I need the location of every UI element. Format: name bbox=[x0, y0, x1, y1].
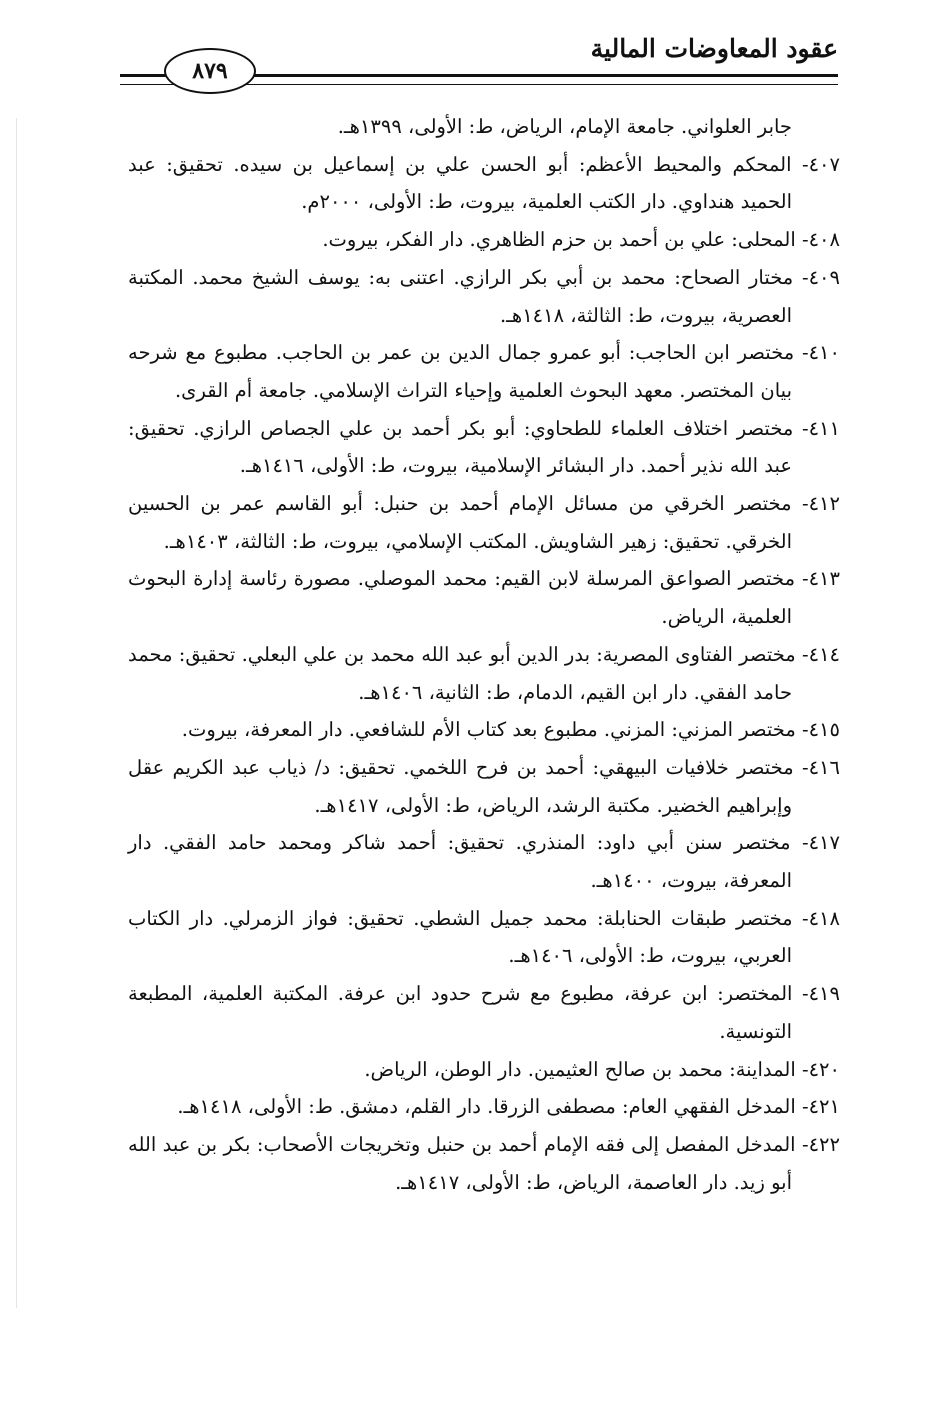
entry-text: مختصر الفتاوى المصرية: بدر الدين أبو عبد الله محمد بن علي البعلي. تحقيق: محمد حامد الفقي. دار ابن القيم، الدمام، ط: الثانية، ١٤٠٦هـ. bbox=[128, 642, 796, 704]
entry-number: ٤١٩ bbox=[808, 982, 840, 1006]
entry-number: ٤٠٩ bbox=[808, 265, 840, 289]
entry-number: ٤٢٠ bbox=[808, 1057, 840, 1081]
entry-number: ٤١٧ bbox=[808, 831, 840, 855]
entry-text: جابر العلواني. جامعة الإمام، الرياض، ط: الأولى، ١٣٩٩هـ. bbox=[337, 115, 792, 138]
entry-text: مختصر الخرقي من مسائل الإمام أحمد بن حنبل: أبو القاسم عمر بن الحسين الخرقي. تحقيق: زهير الشاويش. المكتب الإسلامي، بيروت، ط: الثالثة، ١٤٠٣هـ. bbox=[128, 492, 792, 553]
entry-text: المدخل الفقهي العام: مصطفى الزرقا. دار القلم، دمشق. ط: الأولى، ١٤١٨هـ. bbox=[177, 1095, 796, 1119]
entry-text: مختار الصحاح: محمد بن أبي بكر الرازي. اعتنى به: يوسف الشيخ محمد. المكتبة العصرية، بيروت، ط: الثالثة، ١٤١٨هـ. bbox=[128, 265, 794, 327]
bibliography-entry-413: ٤١٣- مختصر الصواعق المرسلة لابن القيم: محمد الموصلي. مصورة رئاسة إدارة البحوث العلمية، الرياض. bbox=[128, 567, 840, 629]
bibliography-entry-410: ٤١٠- مختصر ابن الحاجب: أبو عمرو جمال الدين بن عمر بن الحاجب. مطبوع مع شرحه بيان المختصر. معهد البحوث العلمية وإحياء التراث الإسلامي. جامعة أم القرى. bbox=[128, 341, 840, 402]
entry-number: ٤١٤ bbox=[808, 642, 841, 666]
entry-text: مختصر اختلاف العلماء للطحاوي: أبو بكر أحمد بن علي الجصاص الرازي. تحقيق: عبد الله نذير أحمد. دار البشائر الإسلامية، بيروت، ط: الأولى، ١٤١٦هـ. bbox=[128, 416, 794, 478]
entry-text: المداينة: محمد بن صالح العثيمين. دار الوطن، الرياض. bbox=[364, 1057, 796, 1081]
bibliography-entry-409: ٤٠٩- مختار الصحاح: محمد بن أبي بكر الرازي. اعتنى به: يوسف الشيخ محمد. المكتبة العصرية، بيروت، ط: الثالثة، ١٤١٨هـ. bbox=[128, 265, 840, 327]
bibliography-entry-419: ٤١٩- المختصر: ابن عرفة، مطبوع مع شرح حدود ابن عرفة. المكتبة العلمية، المطبعة التونسية. bbox=[128, 982, 840, 1043]
bibliography-entry-417: ٤١٧- مختصر سنن أبي داود: المنذري. تحقيق: أحمد شاكر ومحمد حامد الفقي. دار المعرفة، بيروت، ١٤٠٠هـ. bbox=[128, 831, 840, 893]
entry-text: مختصر سنن أبي داود: المنذري. تحقيق: أحمد شاكر ومحمد حامد الفقي. دار المعرفة، بيروت، ١٤٠٠هـ. bbox=[128, 831, 792, 893]
bibliography-entry-412: ٤١٢- مختصر الخرقي من مسائل الإمام أحمد بن حنبل: أبو القاسم عمر بن الحسين الخرقي. تحقيق: زهير الشاويش. المكتب الإسلامي، بيروت، ط: الثالثة، ١٤٠٣هـ. bbox=[128, 492, 840, 553]
bibliography-list bbox=[128, 108, 840, 1201]
entry-number: ٤١٣ bbox=[808, 567, 840, 591]
entry-text: المحكم والمحيط الأعظم: أبو الحسن علي بن إسماعيل بن سيده. تحقيق: عبد الحميد هنداوي. دار الكتب العلمية، بيروت، ط: الأولى، ٢٠٠٠م. bbox=[128, 152, 792, 214]
entry-text: مختصر المزني: المزني. مطبوع بعد كتاب الأم للشافعي. دار المعرفة، بيروت. bbox=[181, 718, 796, 742]
page-header bbox=[120, 30, 838, 90]
book-title: عقود المعاوضات المالية bbox=[590, 34, 838, 63]
entry-text: المدخل المفصل إلى فقه الإمام أحمد بن حنبل وتخريجات الأصحاب: بكر بن عبد الله أبو زيد. دار العاصمة، الرياض، ط: الأولى، ١٤١٧هـ. bbox=[128, 1132, 796, 1194]
entry-number: ٤٠٧ bbox=[808, 152, 840, 176]
entry-number: ٤١٢ bbox=[808, 492, 840, 516]
entry-number: ٤١١ bbox=[808, 416, 840, 440]
entry-text: المختصر: ابن عرفة، مطبوع مع شرح حدود ابن عرفة. المكتبة العلمية، المطبعة التونسية. bbox=[128, 982, 793, 1043]
entry-number: ٤٢٢ bbox=[808, 1132, 840, 1156]
bibliography-entry-407: ٤٠٧- المحكم والمحيط الأعظم: أبو الحسن علي بن إسماعيل بن سيده. تحقيق: عبد الحميد هنداوي. دار الكتب العلمية، بيروت، ط: الأولى، ٢٠٠٠م. bbox=[128, 152, 840, 214]
bibliography-entry-422: ٤٢٢- المدخل المفصل إلى فقه الإمام أحمد بن حنبل وتخريجات الأصحاب: بكر بن عبد الله أبو زيد. دار العاصمة، الرياض، ط: الأولى، ١٤١٧هـ. bbox=[128, 1132, 840, 1194]
entry-text: مختصر الصواعق المرسلة لابن القيم: محمد الموصلي. مصورة رئاسة إدارة البحوث العلمية، الرياض. bbox=[128, 567, 796, 629]
scan-edge-line bbox=[16, 118, 17, 1308]
bibliography-entry-416: ٤١٦- مختصر خلافيات البيهقي: أحمد بن فرح اللخمي. تحقيق: د/ ذياب عبد الكريم عقل وإبراهيم الخضير. مكتبة الرشد، الرياض، ط: الأولى، ١٤١٧هـ. bbox=[128, 755, 840, 817]
bibliography-entry-408: ٤٠٨- المحلى: علي بن أحمد بن حزم الظاهري. دار الفكر، بيروت. bbox=[322, 228, 840, 252]
bibliography-entry-continued bbox=[128, 108, 840, 146]
bibliography-entry-415: ٤١٥- مختصر المزني: المزني. مطبوع بعد كتاب الأم للشافعي. دار المعرفة، بيروت. bbox=[181, 718, 840, 742]
bibliography-entry-414: ٤١٤- مختصر الفتاوى المصرية: بدر الدين أبو عبد الله محمد بن علي البعلي. تحقيق: محمد حامد الفقي. دار ابن القيم، الدمام، ط: الثانية، ١٤٠٦هـ. bbox=[128, 642, 841, 704]
entry-text: مختصر طبقات الحنابلة: محمد جميل الشطي. تحقيق: فواز الزمرلي. دار الكتاب العربي، بيروت، ط: الأولى، ١٤٠٦هـ. bbox=[128, 906, 793, 968]
entry-number: ٤١٨ bbox=[808, 906, 840, 930]
entry-number: ٤٢١ bbox=[808, 1095, 840, 1119]
entry-number: ٤١٥ bbox=[808, 718, 840, 742]
bibliography-entry-421: ٤٢١- المدخل الفقهي العام: مصطفى الزرقا. دار القلم، دمشق. ط: الأولى، ١٤١٨هـ. bbox=[177, 1095, 840, 1119]
entry-number: ٤٠٨ bbox=[808, 228, 840, 252]
entry-text: مختصر ابن الحاجب: أبو عمرو جمال الدين بن عمر بن الحاجب. مطبوع مع شرحه بيان المختصر. معهد البحوث العلمية وإحياء التراث الإسلامي. جامعة أم القرى. bbox=[128, 341, 795, 402]
bibliography-entry-411: ٤١١- مختصر اختلاف العلماء للطحاوي: أبو بكر أحمد بن علي الجصاص الرازي. تحقيق: عبد الله نذير أحمد. دار البشائر الإسلامية، بيروت، ط: الأولى، ١٤١٦هـ. bbox=[128, 416, 840, 478]
entry-text: المحلى: علي بن أحمد بن حزم الظاهري. دار الفكر، بيروت. bbox=[322, 228, 796, 252]
entry-number: ٤١٠ bbox=[808, 341, 840, 365]
page-number: ٨٧٩ bbox=[164, 48, 256, 94]
entry-text: مختصر خلافيات البيهقي: أحمد بن فرح اللخمي. تحقيق: د/ ذياب عبد الكريم عقل وإبراهيم الخضير. مكتبة الرشد، الرياض، ط: الأولى، ١٤١٧هـ. bbox=[128, 755, 794, 817]
bibliography-entry-420: ٤٢٠- المداينة: محمد بن صالح العثيمين. دار الوطن، الرياض. bbox=[364, 1057, 840, 1081]
entry-number: ٤١٦ bbox=[808, 755, 840, 779]
bibliography-entry-418: ٤١٨- مختصر طبقات الحنابلة: محمد جميل الشطي. تحقيق: فواز الزمرلي. دار الكتاب العربي، بيروت، ط: الأولى، ١٤٠٦هـ. bbox=[128, 906, 840, 968]
